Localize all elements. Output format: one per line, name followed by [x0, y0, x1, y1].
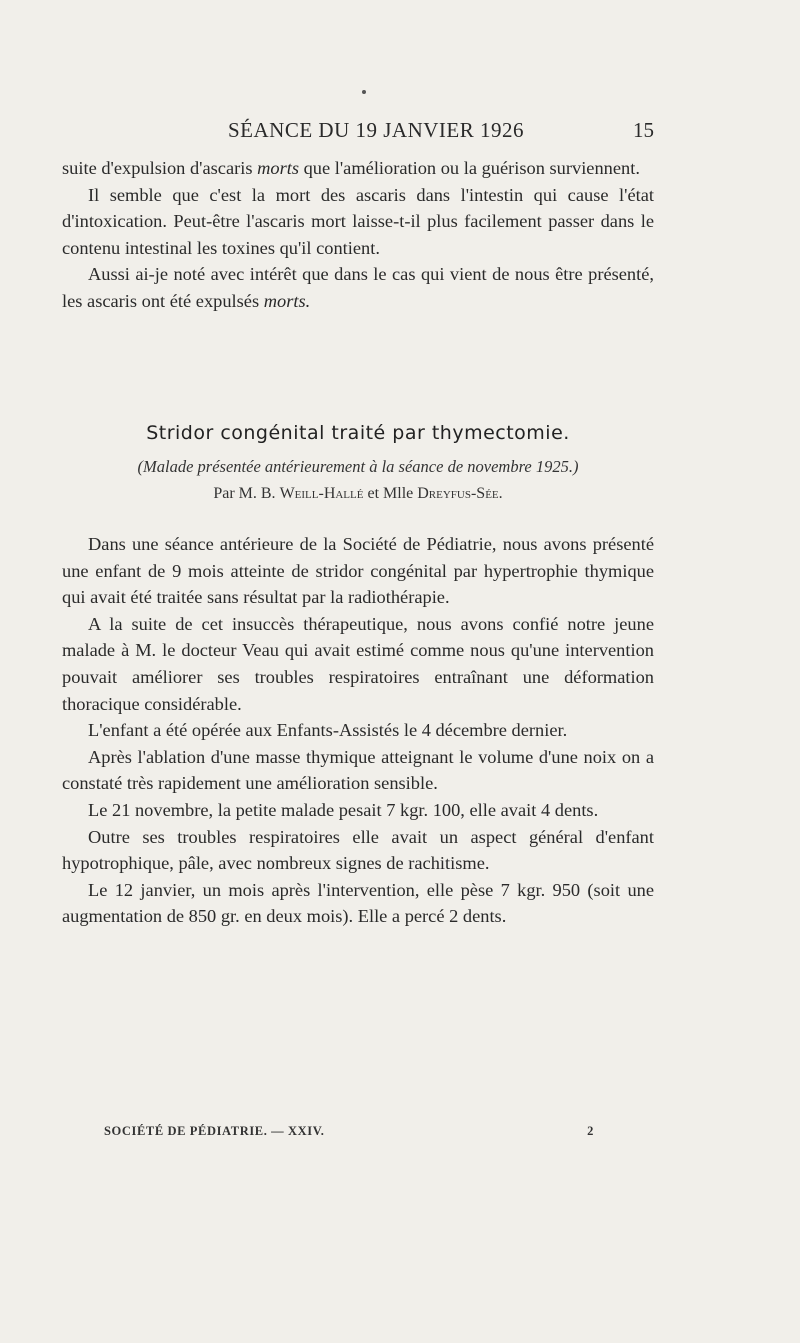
article-authors: Par M. B. Weill-Hallé et Mlle Dreyfus-Sée. — [213, 485, 503, 502]
paragraph: Il semble que c'est la mort des ascaris dans l'intestin qui cause l'état d'intoxication. Peut-être l'ascaris mort laisse-t-il plus facilement passer dans le contenu intestinal les toxines qu'il contient. — [62, 184, 654, 258]
footer — [104, 1124, 594, 1146]
paragraph: suite d'expulsion d'ascaris morts que l'amélioration ou la guérison surviennent. — [62, 158, 640, 178]
signature-line: SOCIÉTÉ DE PÉDIATRIE. — XXIV. — [104, 1124, 325, 1138]
paragraph: Le 21 novembre, la petite malade pesait 7 kgr. 100, elle avait 4 dents. — [88, 799, 599, 820]
author-name: Dreyfus-Sée. — [417, 485, 503, 502]
article-title: Stridor congénital traité par thymectomie. — [146, 422, 570, 444]
paragraph: L'enfant a été opérée aux Enfants-Assistés le 4 décembre dernier. — [88, 720, 568, 741]
article-body — [62, 531, 654, 930]
author-name: Weill-Hallé — [279, 485, 364, 502]
running-title: SÉANCE DU 19 JANVIER 1926 — [228, 118, 524, 142]
paragraph: Aussi ai-je noté avec intérêt que dans le cas qui vient de nous être présenté, les ascaris ont été expulsés morts. — [62, 264, 654, 311]
ink-speck — [362, 90, 366, 94]
page-number: 15 — [633, 118, 654, 142]
signature-mark: 2 — [587, 1124, 594, 1138]
article-subtitle: (Malade présentée antérieurement à la séance de novembre 1925.) — [137, 457, 579, 476]
running-head — [62, 118, 654, 144]
preceding-text — [62, 155, 654, 315]
paragraph: Dans une séance antérieure de la Société de Pédiatrie, nous avons présenté une enfant de 9 mois atteinte de stridor congénital par hypertrophie thymique qui avait été traitée sans résultat par la radiothérapie. — [62, 534, 654, 608]
paragraph: A la suite de cet insuccès thérapeutique, nous avons confié notre jeune malade à M. le docteur Veau qui avait estimé comme nous qu'une intervention pouvait améliorer ses troubles respiratoires entraînant une déformation thoracique considérable. — [62, 613, 654, 714]
paragraph: Après l'ablation d'une masse thymique atteignant le volume d'une noix on a constaté très rapidement une amélioration sensible. — [62, 746, 654, 794]
paragraph: Le 12 janvier, un mois après l'intervention, elle pèse 7 kgr. 950 (soit une augmentation de 850 gr. en deux mois). Elle a percé 2 dents. — [62, 879, 654, 927]
paragraph: Outre ses troubles respiratoires elle avait un aspect général d'enfant hypotrophique, pâle, avec nombreux signes de rachitisme. — [62, 826, 654, 874]
